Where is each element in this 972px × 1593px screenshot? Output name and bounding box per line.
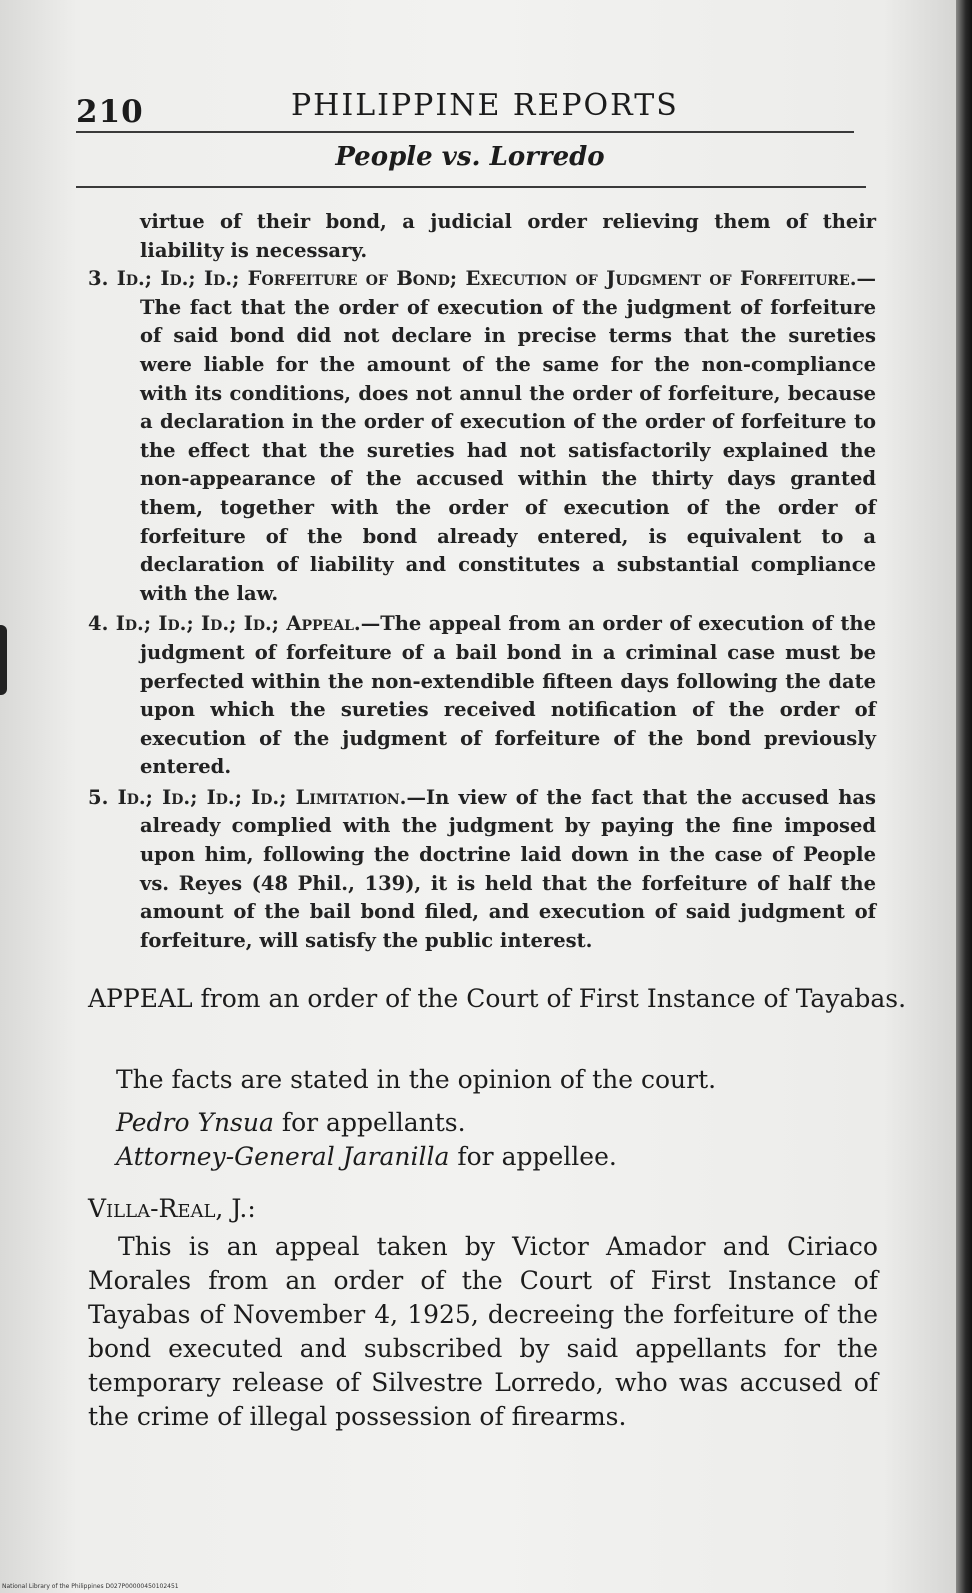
syllabus-number: 3. [88, 267, 109, 291]
case-title: People vs. Lorredo [335, 142, 605, 172]
header-rule-top [76, 131, 854, 133]
syllabus-heading: Id.; Id.; Id.; Id.; Limitation. [117, 785, 407, 809]
syllabus-number: 5. [88, 785, 109, 809]
binding-mark [0, 625, 7, 695]
syllabus-item-3 [88, 265, 876, 608]
scan-footer: National Library of the Philippines D027P00000450102451 [2, 1583, 179, 1590]
syllabus-item-4 [88, 610, 876, 782]
counsel-role: for appellee. [449, 1142, 617, 1171]
running-title: PHILIPPINE REPORTS [291, 88, 679, 123]
appeal-line: APPEAL from an order of the Court of First Instance of Tayabas. [88, 984, 907, 1013]
counsel-appellants [116, 1106, 906, 1140]
opinion-paragraph: This is an appeal taken by Victor Amador and Ciriaco Morales from an order of the Court of First Instance of Tayabas of November 4, 1925, decreeing the forfeiture of the bond executed and subscribed by said appellants for the temporary release of Silvestre Lorredo, who was accused of the crime of illegal possession of firearms. [88, 1232, 878, 1431]
syllabus-text: —The fact that the order of execution of the judgment of forfeiture of said bond did not declare in precise terms that the sureties were liable for the amount of the same for the non-compliance with its conditions, does not annul the order of forfeiture, because a declaration in the order of execution of the order of forfeiture to the effect that the sureties had not satisfactorily explained the non-appearance of the accused within the thirty days granted them, together with the order of execution of the order of forfeiture of the bond already entered, is equivalent to a declaration of liability and constitutes a substantial compliance with the law. [140, 267, 876, 605]
page-edge-shadow [956, 0, 972, 1593]
syllabus-continuation: virtue of their bond, a judicial order relieving them of their liability is necessary. [140, 210, 876, 262]
facts-line: The facts are stated in the opinion of the court. [116, 1065, 717, 1094]
syllabus-heading: Id.; Id.; Id.; Id.; Appeal. [115, 612, 361, 636]
header-rule-bottom [76, 186, 866, 188]
page-number: 210 [76, 94, 144, 130]
syllabus-text: —The appeal from an order of execution of the judgment of forfeiture of a bail bond in a criminal case must be perfected within the non-extendible fifteen days following the date upon which the sureties received notification of the order of execution of the judgment of forfeiture of the bond previously entered. [140, 612, 876, 779]
counsel-name: Attorney-General Jaranilla [116, 1142, 450, 1171]
counsel-appellee [116, 1140, 906, 1174]
syllabus-number: 4. [88, 612, 109, 636]
counsel-name: Pedro Ynsua [116, 1108, 274, 1137]
syllabus [88, 208, 876, 957]
counsel-role: for appellants. [273, 1108, 466, 1137]
counsel-block [88, 1106, 906, 1174]
syllabus-heading: Id.; Id.; Id.; Forfeiture of Bond; Execution of Judgment of Forfeiture. [116, 267, 857, 291]
syllabus-item-5 [88, 784, 876, 956]
syllabus-text: —In view of the fact that the accused has already complied with the judgment by paying the fine imposed upon him, following the doctrine laid down in the case of People vs. Reyes (48 Phil., 139), it is held that the forfeiture of half the amount of the bail bond filed, and execution of said judgment of forfeiture, will satisfy the public interest. [140, 785, 876, 952]
ponente: Villa-Real, J.: [88, 1194, 256, 1223]
